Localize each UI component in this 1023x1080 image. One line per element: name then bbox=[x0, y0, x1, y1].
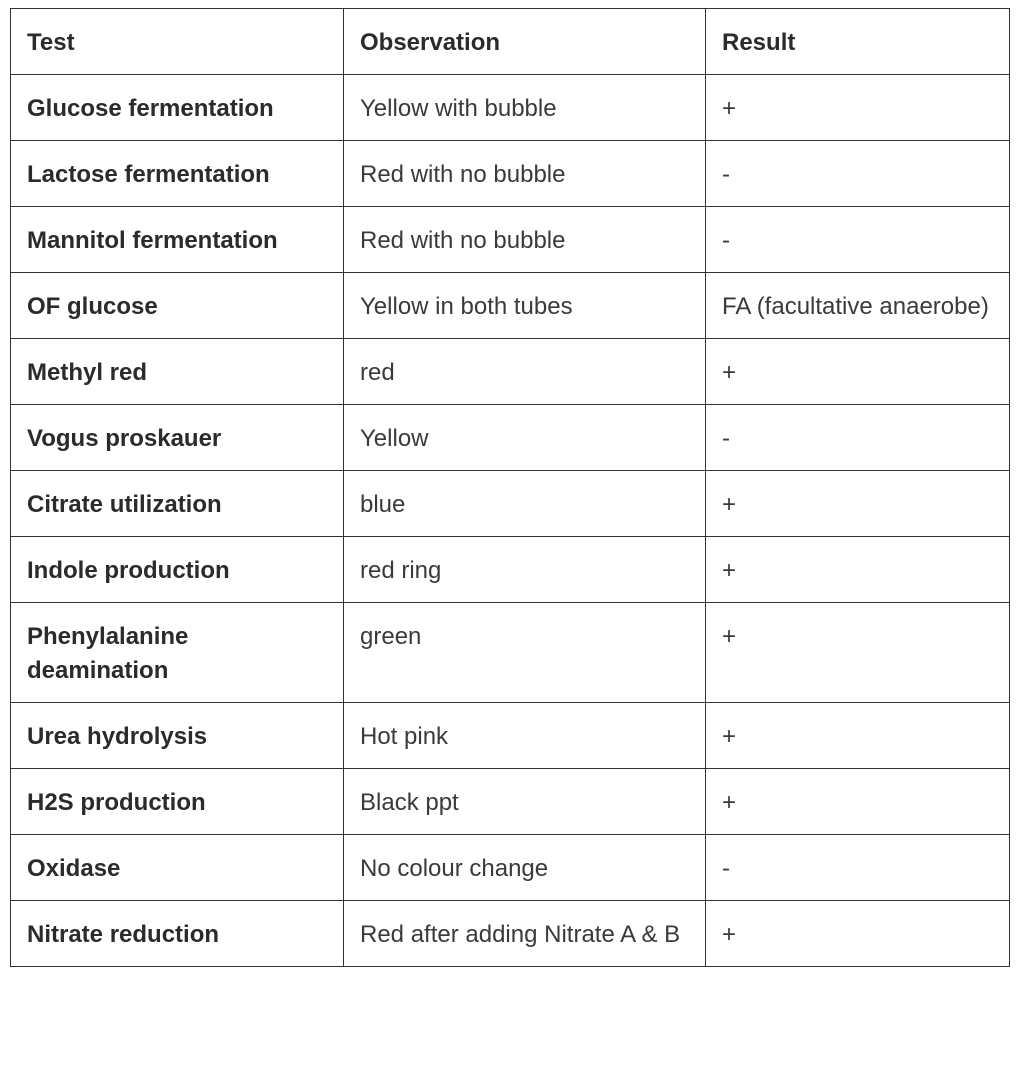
result: + bbox=[706, 703, 1010, 769]
test-name: Methyl red bbox=[11, 339, 344, 405]
result: + bbox=[706, 769, 1010, 835]
table-row bbox=[11, 207, 1010, 273]
table-row bbox=[11, 901, 1010, 967]
table-row bbox=[11, 339, 1010, 405]
observation: red ring bbox=[344, 537, 706, 603]
observation: Yellow with bubble bbox=[344, 75, 706, 141]
result: + bbox=[706, 75, 1010, 141]
observation: Red with no bubble bbox=[344, 207, 706, 273]
table-row bbox=[11, 603, 1010, 703]
test-name: H2S production bbox=[11, 769, 344, 835]
biochemical-test-table bbox=[10, 8, 1010, 967]
test-name: OF glucose bbox=[11, 273, 344, 339]
header-test: Test bbox=[11, 9, 344, 75]
observation: Black ppt bbox=[344, 769, 706, 835]
observation: No colour change bbox=[344, 835, 706, 901]
header-result: Result bbox=[706, 9, 1010, 75]
result: - bbox=[706, 207, 1010, 273]
observation: Yellow in both tubes bbox=[344, 273, 706, 339]
observation: Red with no bubble bbox=[344, 141, 706, 207]
table-row bbox=[11, 471, 1010, 537]
test-name: Urea hydrolysis bbox=[11, 703, 344, 769]
observation: green bbox=[344, 603, 706, 703]
test-name: Phenylalanine deamination bbox=[11, 603, 344, 703]
table-header-row bbox=[11, 9, 1010, 75]
header-observation: Observation bbox=[344, 9, 706, 75]
test-name: Citrate utilization bbox=[11, 471, 344, 537]
table-row bbox=[11, 273, 1010, 339]
test-name: Nitrate reduction bbox=[11, 901, 344, 967]
table-row bbox=[11, 703, 1010, 769]
result: + bbox=[706, 603, 1010, 703]
table-row bbox=[11, 537, 1010, 603]
result: + bbox=[706, 471, 1010, 537]
table-row bbox=[11, 75, 1010, 141]
test-name: Lactose fermentation bbox=[11, 141, 344, 207]
test-name: Glucose fermentation bbox=[11, 75, 344, 141]
result: - bbox=[706, 141, 1010, 207]
result: - bbox=[706, 405, 1010, 471]
observation: blue bbox=[344, 471, 706, 537]
result: + bbox=[706, 901, 1010, 967]
observation: Yellow bbox=[344, 405, 706, 471]
observation: Hot pink bbox=[344, 703, 706, 769]
result: - bbox=[706, 835, 1010, 901]
test-name: Vogus proskauer bbox=[11, 405, 344, 471]
observation: Red after adding Nitrate A & B bbox=[344, 901, 706, 967]
table-row bbox=[11, 141, 1010, 207]
test-name: Indole production bbox=[11, 537, 344, 603]
observation: red bbox=[344, 339, 706, 405]
table-row bbox=[11, 835, 1010, 901]
table-row bbox=[11, 769, 1010, 835]
test-name: Mannitol fermentation bbox=[11, 207, 344, 273]
table-row bbox=[11, 405, 1010, 471]
result: + bbox=[706, 537, 1010, 603]
result: FA (facultative anaerobe) bbox=[706, 273, 1010, 339]
test-name: Oxidase bbox=[11, 835, 344, 901]
result: + bbox=[706, 339, 1010, 405]
